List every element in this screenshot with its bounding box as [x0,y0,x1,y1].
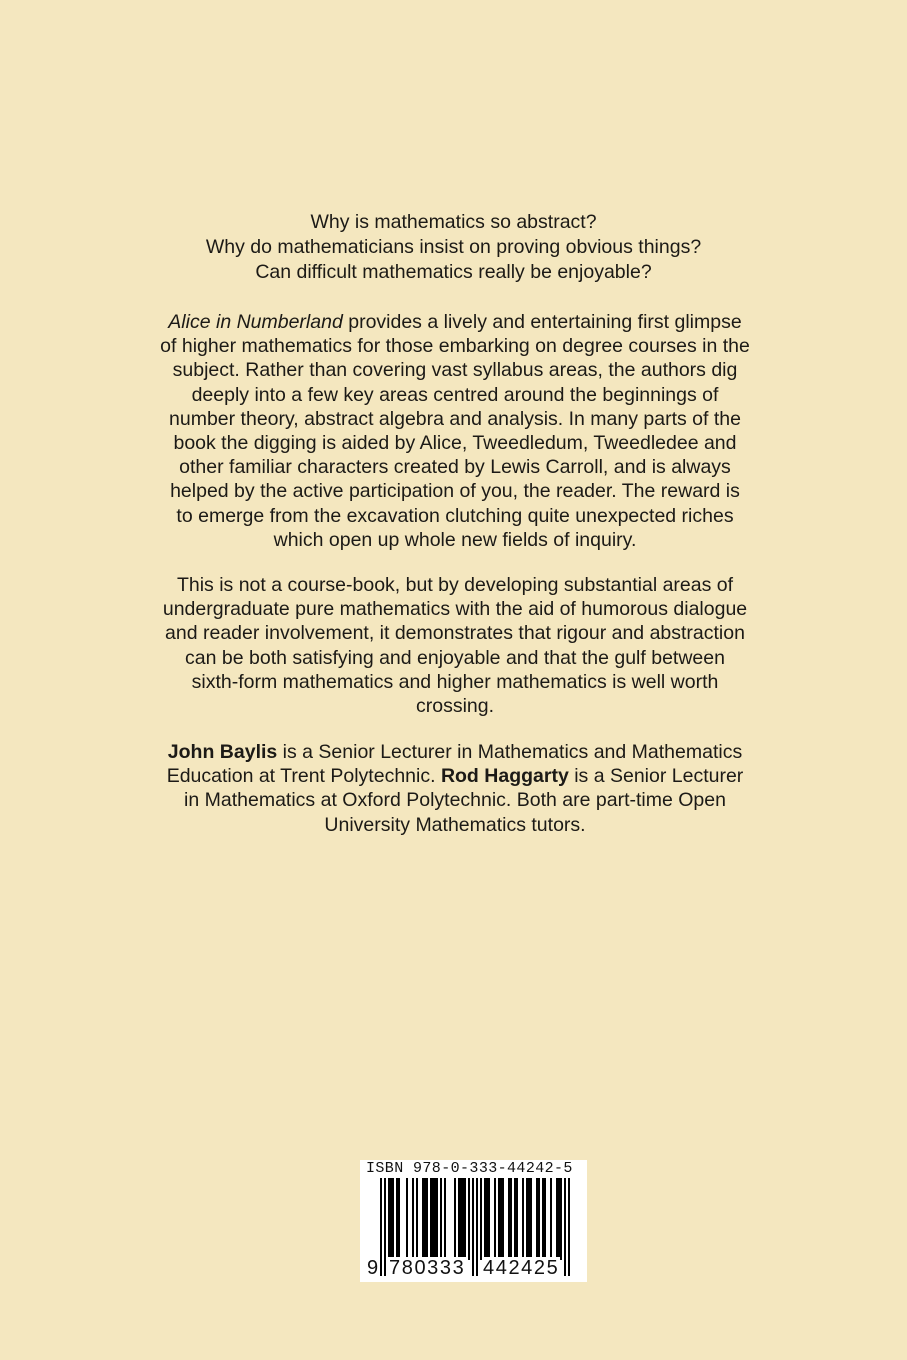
barcode-bar [502,1178,504,1260]
barcode-bar [462,1178,464,1260]
course-paragraph: This is not a course-book, but by developing substantial areas of undergraduate pure mathematics with the aid of humorous dialogue and reader involvement, it demonstrates that rigour and abstraction can be both satisfying and enjoyable and that the gulf between sixth-form mathematics and higher mathematics is well worth crossing. [162,574,748,718]
barcode-bar [550,1178,552,1260]
author-bio [160,740,750,837]
barcode-bar [454,1178,456,1260]
barcode-bar [424,1178,426,1260]
barcode-bar [516,1178,518,1260]
author-name: John Baylis [167,741,278,763]
barcode-bar [486,1178,488,1260]
barcode-bar [528,1178,530,1260]
ean-first-digit: 9 [367,1257,379,1279]
author-bio-text: is a Senior Lecturer in Mathematics and Mathematics Education at Trent Polytechnic. [166,741,743,788]
barcode-bar [514,1178,516,1260]
barcode-bar [396,1178,398,1260]
author-name: Rod Haggarty [440,765,569,788]
barcode-bar [388,1178,390,1260]
barcode-bar [488,1178,490,1260]
barcode-bar [458,1178,460,1260]
barcode-bar [440,1178,442,1260]
description-text: provides a lively and entertaining first glimpse of higher mathematics for those embarking on degree courses in the subject. Rather than covering vast syllabus areas, the authors dig deeply into a few key areas centred around the beginnings of number theory, abstract algebra and analysis. In many parts of the book the digging is aided by Alice, Tweedledum, Tweedledee and other familiar characters created by Lewis Carroll, and is always helped by the active participation of you, the reader. The reward is to emerge from the excavation clutching quite unexpected riches which open up whole new fields of inquiry. [160,311,750,551]
author-bio-text: is a Senior Lecturer in Mathematics at Oxford Polytechnic. Both are part-time Open University Mathematics tutors. [184,765,744,836]
barcode-bar [538,1178,540,1260]
barcode-bar [468,1178,470,1260]
barcode-bar [500,1178,502,1260]
barcode-bar [392,1178,394,1260]
barcode-bar [436,1178,438,1260]
barcode-bar [398,1178,400,1260]
book-description-paragraph [160,310,750,552]
barcode-bar [498,1178,500,1260]
book-title: Alice in Numberland [168,311,343,333]
barcode-bar [536,1178,538,1260]
barcode-bar [426,1178,428,1260]
barcode-bar [522,1178,524,1260]
opening-questions [0,210,907,285]
barcode-bar [544,1178,546,1260]
barcode-bar [430,1178,432,1260]
barcode-bar [560,1178,562,1260]
barcode-bar [556,1178,558,1260]
barcode-bar [508,1178,510,1260]
barcode-bar [416,1178,418,1260]
barcode-bar [558,1178,560,1260]
barcode-bar [510,1178,512,1260]
ean-left-digits: 780333 [389,1257,466,1279]
question-line: Why is mathematics so abstract? [310,211,597,233]
barcode-bar [390,1178,392,1260]
question-line: Can difficult mathematics really be enjoyable? [255,261,652,283]
isbn-label: ISBN 978-0-333-44242-5 [366,1160,573,1177]
barcode-bar [460,1178,462,1260]
ean-digits [360,1257,587,1282]
question-line: Why do mathematicians insist on proving obvious things? [205,236,702,258]
ean-right-digits: 442425 [483,1257,560,1279]
barcode-bar [542,1178,544,1260]
barcode-bar [444,1178,446,1260]
barcode-bar [422,1178,424,1260]
barcode-bar [412,1178,414,1260]
barcode-bar [530,1178,532,1260]
barcode-bar [406,1178,408,1260]
barcode-bar [480,1178,482,1260]
barcode-bar [434,1178,436,1260]
barcode-bar [526,1178,528,1260]
barcode-bar [464,1178,466,1260]
barcode-bar [494,1178,496,1260]
barcode-bar [432,1178,434,1260]
isbn-barcode [360,1160,587,1282]
barcode-bar [484,1178,486,1260]
